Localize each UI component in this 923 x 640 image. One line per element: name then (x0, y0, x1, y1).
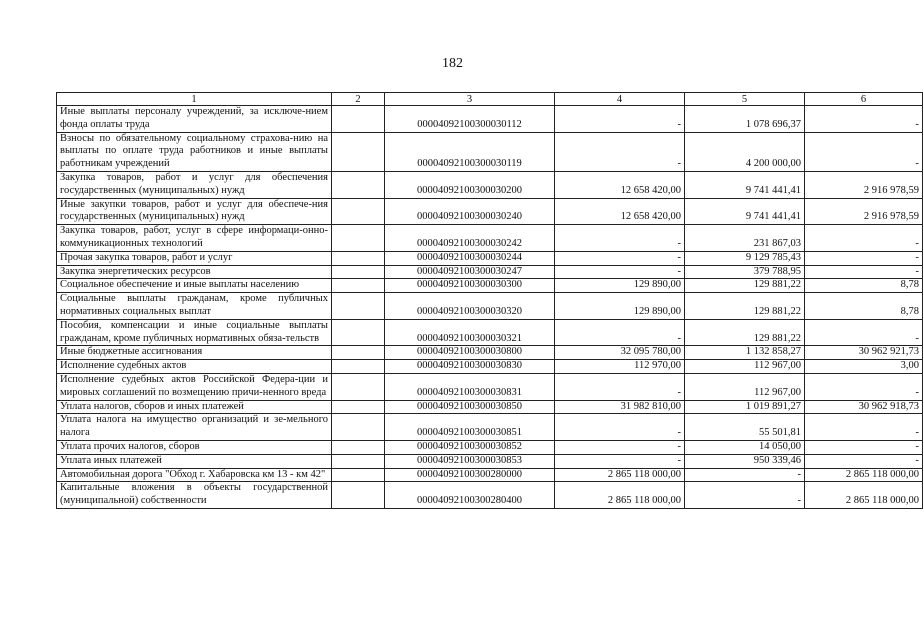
row-col6: 2 865 118 000,00 (805, 468, 923, 482)
column-header: 4 (555, 93, 685, 106)
row-code: 00004092100300030851 (385, 414, 555, 441)
row-name: Закупка товаров, работ, услуг в сфере информаци-онно-коммуникационных технологий (57, 225, 332, 252)
row-col5: 9 741 441,41 (685, 198, 805, 225)
row-code: 00004092100300030247 (385, 265, 555, 279)
row-col5: 1 019 891,27 (685, 400, 805, 414)
row-col2 (332, 225, 385, 252)
row-col4: - (555, 106, 685, 133)
row-name: Автомобильная дорога "Обход г. Хабаровска км 13 - км 42" (57, 468, 332, 482)
row-col5: 129 881,22 (685, 279, 805, 293)
column-header: 3 (385, 93, 555, 106)
row-col2 (332, 454, 385, 468)
row-col4: 12 658 420,00 (555, 171, 685, 198)
row-col6: - (805, 251, 923, 265)
row-col2 (332, 440, 385, 454)
table-row (57, 293, 923, 320)
row-name: Капитальные вложения в объекты государственной (муниципальной) собственности (57, 482, 332, 509)
row-col4: 129 890,00 (555, 293, 685, 320)
row-code: 00004092100300030240 (385, 198, 555, 225)
row-col2 (332, 279, 385, 293)
row-name: Уплата налога на имущество организаций и зе-мельного налога (57, 414, 332, 441)
column-header: 1 (57, 93, 332, 106)
row-col4: - (555, 319, 685, 346)
row-col4: - (555, 251, 685, 265)
row-col5: 112 967,00 (685, 360, 805, 374)
row-col5: 9 129 785,43 (685, 251, 805, 265)
table-row (57, 198, 923, 225)
row-col2 (332, 373, 385, 400)
row-code: 00004092100300030300 (385, 279, 555, 293)
row-col6: - (805, 454, 923, 468)
table-row (57, 106, 923, 133)
row-col4: 129 890,00 (555, 279, 685, 293)
row-code: 00004092100300030853 (385, 454, 555, 468)
row-col6: 3,00 (805, 360, 923, 374)
row-name: Закупка товаров, работ и услуг для обеспечения государственных (муниципальных) нужд (57, 171, 332, 198)
row-col4: - (555, 225, 685, 252)
row-name: Прочая закупка товаров, работ и услуг (57, 251, 332, 265)
row-col6: 2 865 118 000,00 (805, 482, 923, 509)
table-body (57, 106, 923, 509)
row-col6: - (805, 319, 923, 346)
row-col4: - (555, 132, 685, 171)
row-code: 00004092100300030242 (385, 225, 555, 252)
row-col2 (332, 482, 385, 509)
table-row (57, 482, 923, 509)
row-col6: - (805, 373, 923, 400)
table-row (57, 468, 923, 482)
row-col2 (332, 198, 385, 225)
row-name: Иные бюджетные ассигнования (57, 346, 332, 360)
row-col2 (332, 251, 385, 265)
row-col6: - (805, 265, 923, 279)
row-col4: 2 865 118 000,00 (555, 468, 685, 482)
row-col6: 8,78 (805, 293, 923, 320)
row-code: 00004092100300280000 (385, 468, 555, 482)
row-col4: 31 982 810,00 (555, 400, 685, 414)
row-col2 (332, 171, 385, 198)
row-col2 (332, 106, 385, 133)
row-code: 00004092100300030321 (385, 319, 555, 346)
row-col5: 129 881,22 (685, 293, 805, 320)
table-row (57, 225, 923, 252)
row-col5: 950 339,46 (685, 454, 805, 468)
row-name: Иные выплаты персоналу учреждений, за исключе-нием фонда оплаты труда (57, 106, 332, 133)
table-row (57, 251, 923, 265)
row-col5: 231 867,03 (685, 225, 805, 252)
row-col4: 32 095 780,00 (555, 346, 685, 360)
row-col2 (332, 293, 385, 320)
row-col6: - (805, 106, 923, 133)
row-code: 00004092100300030320 (385, 293, 555, 320)
budget-table (56, 92, 923, 509)
row-col5: 14 050,00 (685, 440, 805, 454)
table-row (57, 414, 923, 441)
table-row (57, 319, 923, 346)
row-col2 (332, 468, 385, 482)
row-col4: 12 658 420,00 (555, 198, 685, 225)
column-header: 2 (332, 93, 385, 106)
table-row (57, 132, 923, 171)
row-col6: 2 916 978,59 (805, 198, 923, 225)
row-name: Уплата налогов, сборов и иных платежей (57, 400, 332, 414)
row-col4: - (555, 454, 685, 468)
row-col5: 4 200 000,00 (685, 132, 805, 171)
row-col5: 379 788,95 (685, 265, 805, 279)
row-col5: 1 132 858,27 (685, 346, 805, 360)
row-col5: 112 967,00 (685, 373, 805, 400)
table-row (57, 373, 923, 400)
row-col2 (332, 400, 385, 414)
row-col6: 30 962 921,73 (805, 346, 923, 360)
row-name: Исполнение судебных актов Российской Федера-ции и мировых соглашений по возмещению причи-ненного вреда (57, 373, 332, 400)
row-col6: - (805, 132, 923, 171)
table-row (57, 265, 923, 279)
row-col5: 129 881,22 (685, 319, 805, 346)
row-col6: 30 962 918,73 (805, 400, 923, 414)
row-name: Уплата иных платежей (57, 454, 332, 468)
row-name: Иные закупки товаров, работ и услуг для обеспече-ния государственных (муниципальных) нужд (57, 198, 332, 225)
row-name: Социальные выплаты гражданам, кроме публичных нормативных социальных выплат (57, 293, 332, 320)
row-col4: 2 865 118 000,00 (555, 482, 685, 509)
row-code: 00004092100300030831 (385, 373, 555, 400)
row-col5: 55 501,81 (685, 414, 805, 441)
row-col6: - (805, 440, 923, 454)
row-name: Закупка энергетических ресурсов (57, 265, 332, 279)
row-col4: - (555, 265, 685, 279)
row-col6: - (805, 414, 923, 441)
table-row (57, 360, 923, 374)
row-col2 (332, 414, 385, 441)
row-col4: - (555, 373, 685, 400)
table-row (57, 279, 923, 293)
row-name: Социальное обеспечение и иные выплаты населению (57, 279, 332, 293)
row-col2 (332, 319, 385, 346)
row-col4: 112 970,00 (555, 360, 685, 374)
row-name: Уплата прочих налогов, сборов (57, 440, 332, 454)
row-code: 00004092100300030200 (385, 171, 555, 198)
row-code: 00004092100300030800 (385, 346, 555, 360)
row-col2 (332, 360, 385, 374)
row-col2 (332, 346, 385, 360)
table-row (57, 454, 923, 468)
row-code: 00004092100300030119 (385, 132, 555, 171)
row-col5: - (685, 468, 805, 482)
row-col2 (332, 132, 385, 171)
row-col4: - (555, 414, 685, 441)
table-row (57, 400, 923, 414)
row-col6: - (805, 225, 923, 252)
row-name: Пособия, компенсации и иные социальные выплаты гражданам, кроме публичных нормативных обяза-тельств (57, 319, 332, 346)
row-code: 00004092100300030830 (385, 360, 555, 374)
row-col5: 1 078 696,37 (685, 106, 805, 133)
header-row (57, 93, 923, 106)
table-row (57, 171, 923, 198)
row-code: 00004092100300030112 (385, 106, 555, 133)
row-code: 00004092100300030852 (385, 440, 555, 454)
row-col6: 8,78 (805, 279, 923, 293)
row-col4: - (555, 440, 685, 454)
row-name: Взносы по обязательному социальному страхова-нию на выплаты по оплате труда работников и иные выплаты работникам учреждений (57, 132, 332, 171)
row-code: 00004092100300030244 (385, 251, 555, 265)
row-col5: - (685, 482, 805, 509)
row-col2 (332, 265, 385, 279)
column-header: 6 (805, 93, 923, 106)
page-number: 182 (442, 56, 463, 71)
table-row (57, 440, 923, 454)
table-row (57, 346, 923, 360)
row-col6: 2 916 978,59 (805, 171, 923, 198)
row-col5: 9 741 441,41 (685, 171, 805, 198)
row-code: 00004092100300280400 (385, 482, 555, 509)
row-code: 00004092100300030850 (385, 400, 555, 414)
row-name: Исполнение судебных актов (57, 360, 332, 374)
column-header: 5 (685, 93, 805, 106)
